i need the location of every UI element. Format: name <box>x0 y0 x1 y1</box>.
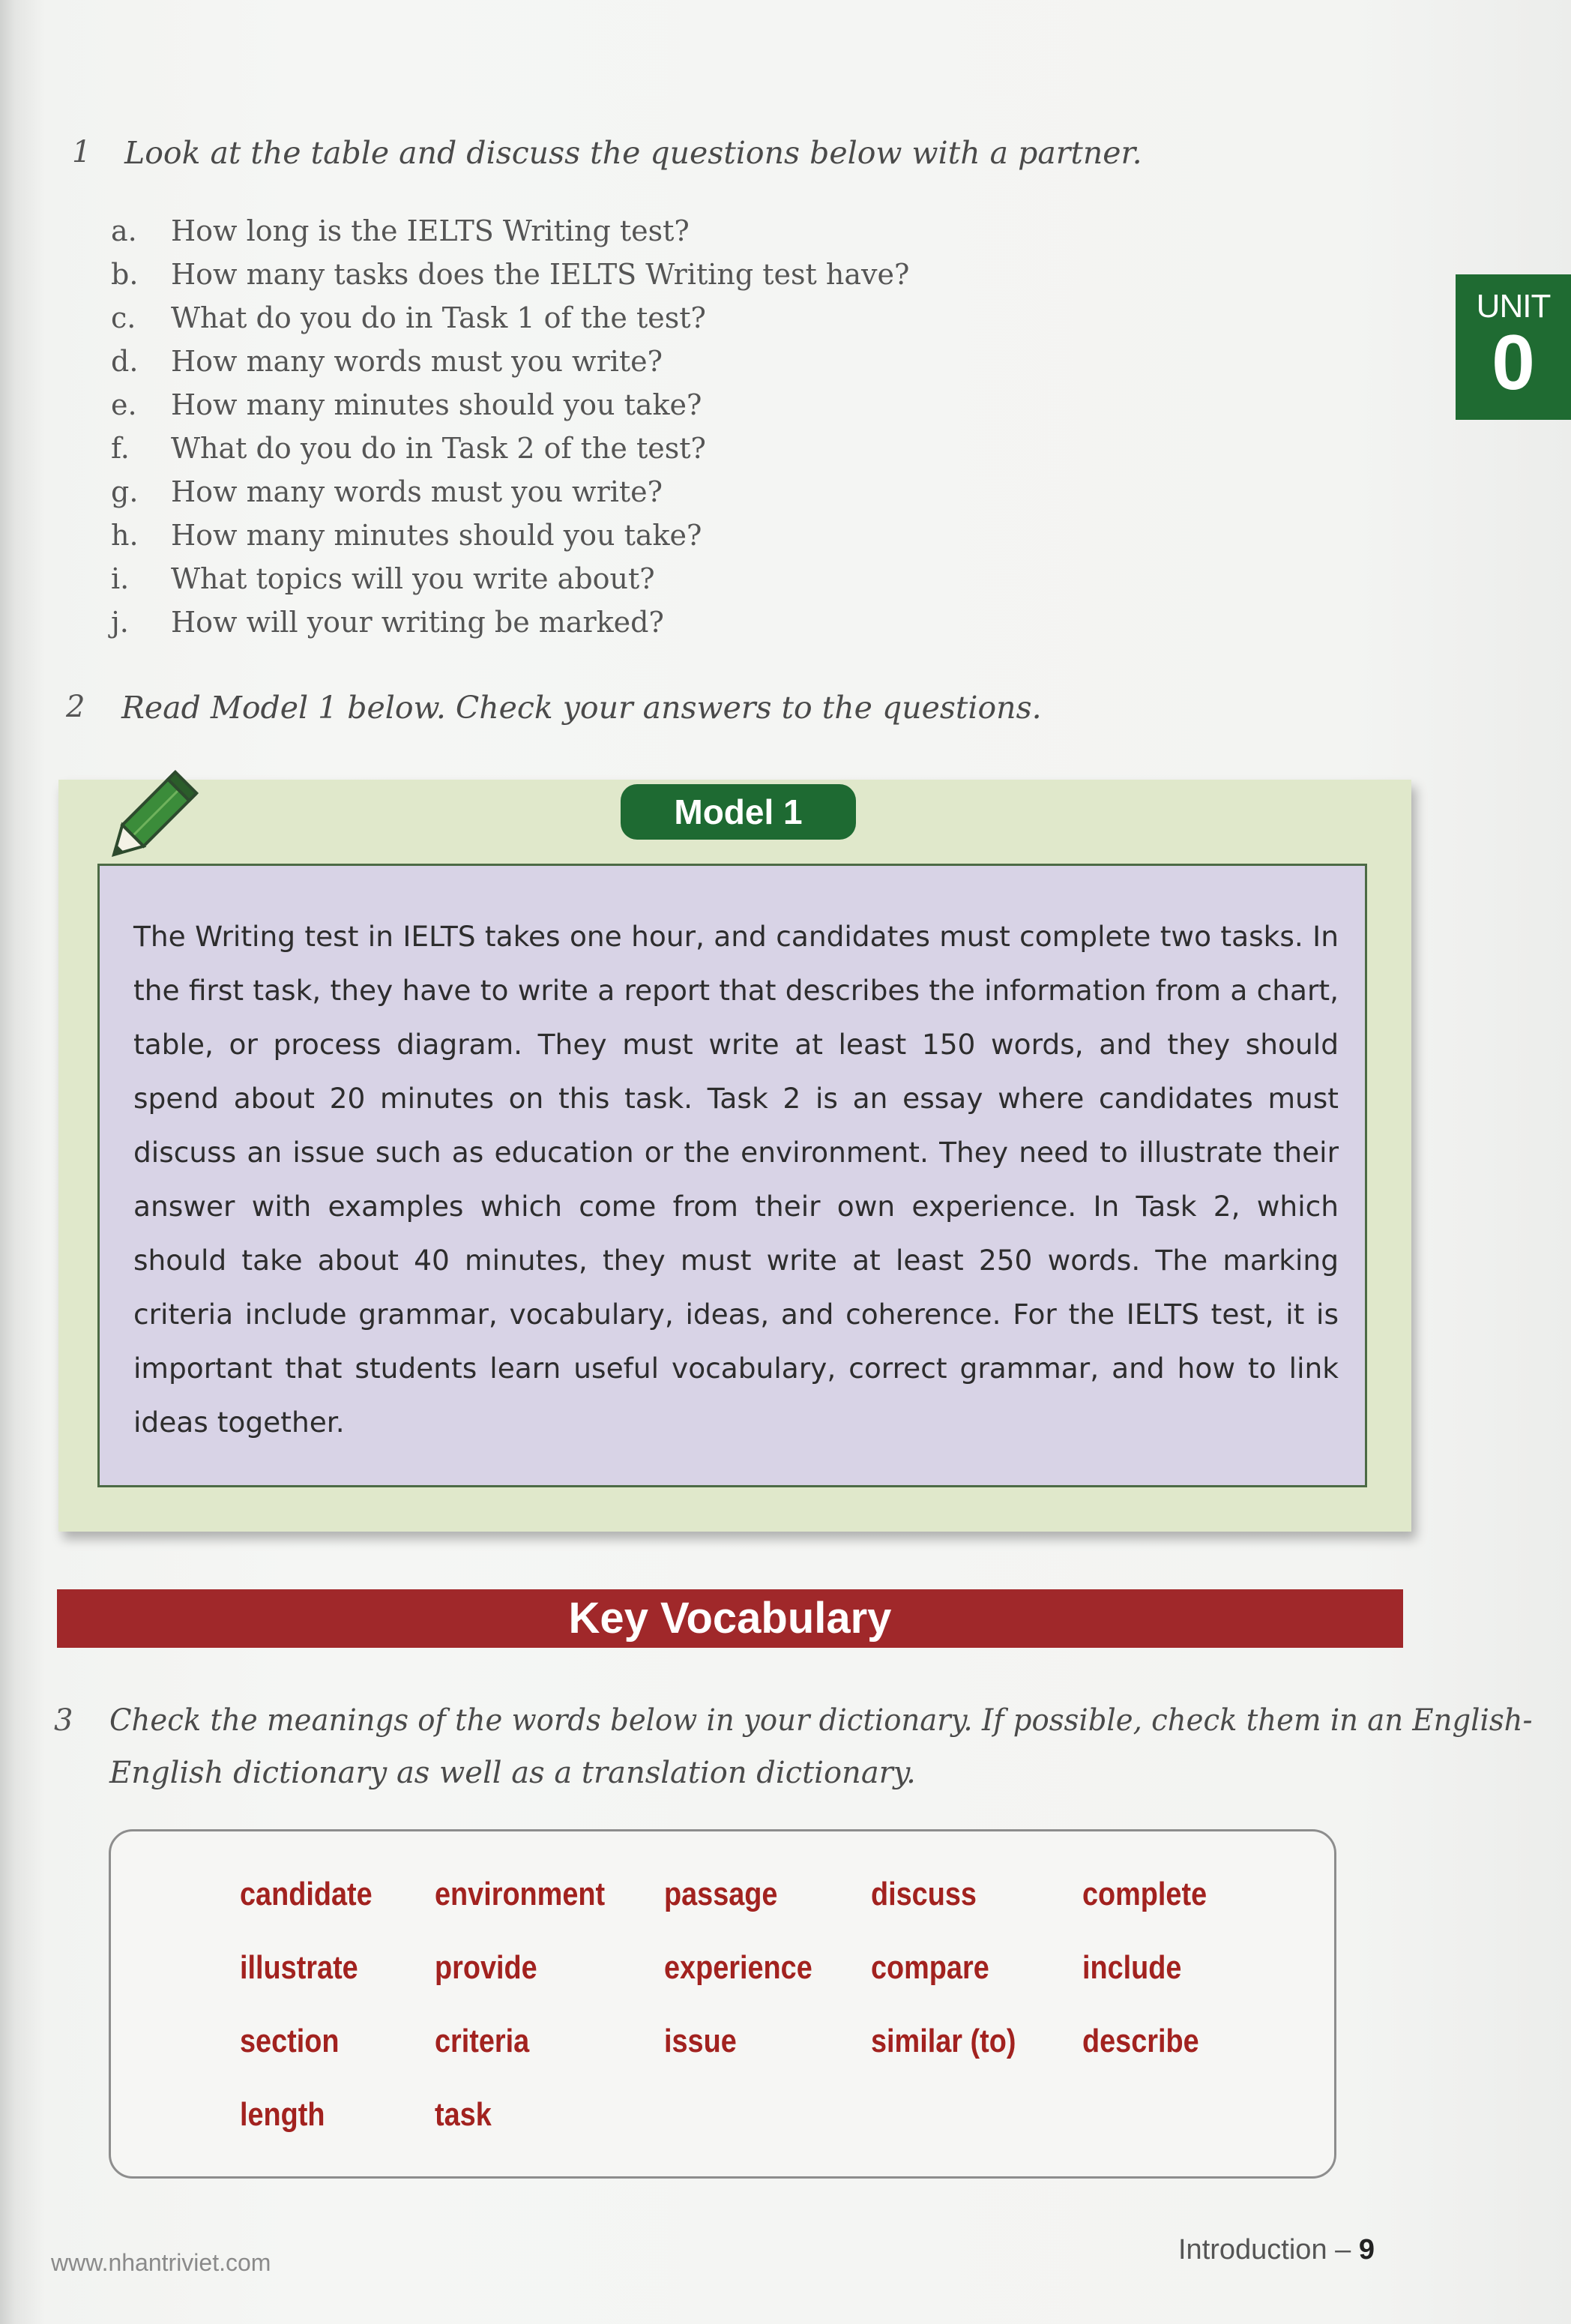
vocabulary-word: section <box>240 2023 340 2059</box>
question-text: How long is the IELTS Writing test? <box>171 214 690 247</box>
question-item <box>111 606 664 639</box>
key-vocabulary-heading: Key Vocabulary <box>57 1589 1403 1648</box>
question-letter: d. <box>111 345 139 378</box>
unit-tab <box>1456 274 1571 420</box>
question-text: What topics will you write about? <box>171 562 655 595</box>
question-text: How many words must you write? <box>171 345 663 378</box>
footer-separator: – <box>1327 2234 1359 2266</box>
vocabulary-word: similar (to) <box>871 2023 1016 2059</box>
question-text: What do you do in Task 1 of the test? <box>171 301 706 334</box>
question-text: How many tasks does the IELTS Writing test have? <box>171 258 910 291</box>
vocabulary-word: experience <box>664 1949 812 1986</box>
footer-url: www.nhantriviet.com <box>51 2249 271 2276</box>
question-item <box>111 388 702 421</box>
vocabulary-word: passage <box>664 1876 778 1912</box>
question-letter: h. <box>111 519 139 552</box>
vocabulary-word: discuss <box>871 1876 977 1912</box>
question-text: How many minutes should you take? <box>171 388 702 421</box>
question-letter: b. <box>111 258 139 291</box>
question-item <box>111 562 655 595</box>
question-letter: f. <box>111 432 130 465</box>
exercise-3-instruction-line1: Check the meanings of the words below in your dictionary. If possible, check them in an English- <box>109 1703 1533 1738</box>
vocabulary-word: length <box>240 2096 325 2133</box>
question-letter: j. <box>111 606 129 639</box>
vocabulary-word: issue <box>664 2023 737 2059</box>
vocabulary-word: include <box>1082 1949 1182 1986</box>
question-item <box>111 519 702 552</box>
model-text: The Writing test in IELTS takes one hour, and candidates must complete two tasks. In the first task, they have to write a report that describes the information from a chart, table, or process diagram. They must write at least 150 words, and they should spend about 20 minutes on this task. Task 2 is an essay where candidates must discuss an issue such as education or the environment. They need to illustrate their answer with examples which come from their own experience. In Task 2, which should take about 40 minutes, they must write at least 250 words. The marking criteria include grammar, vocabulary, ideas, and coherence. For the IELTS test, it is important that students learn useful vocabulary, correct grammar, and how to link ideas together. <box>133 920 1339 1439</box>
footer-page-number: 9 <box>1358 2234 1375 2266</box>
question-letter: i. <box>111 562 130 595</box>
question-letter: e. <box>111 388 137 421</box>
unit-label: UNIT <box>1476 288 1551 325</box>
unit-number: 0 <box>1492 319 1535 406</box>
exercise-1-number: 1 <box>72 135 91 169</box>
exercise-2-instruction: Read Model 1 below. Check your answers to the questions. <box>121 690 1042 726</box>
vocabulary-word: illustrate <box>240 1949 358 1986</box>
question-text: How many words must you write? <box>171 475 663 508</box>
vocabulary-word: provide <box>435 1949 537 1986</box>
question-item <box>111 214 690 247</box>
vocabulary-word: describe <box>1082 2023 1199 2059</box>
question-item <box>111 301 706 334</box>
question-item <box>111 475 663 508</box>
question-letter: c. <box>111 301 136 334</box>
question-item <box>111 432 706 465</box>
exercise-3-number: 3 <box>54 1703 73 1738</box>
vocabulary-word: candidate <box>240 1876 373 1912</box>
question-item <box>111 345 663 378</box>
exercise-2-number: 2 <box>66 690 85 724</box>
question-item <box>111 258 909 291</box>
vocabulary-word: task <box>435 2096 492 2133</box>
footer-page-label <box>1178 2234 1375 2266</box>
vocabulary-word: complete <box>1082 1876 1207 1912</box>
vocabulary-word: compare <box>871 1949 989 1986</box>
question-text: How will your writing be marked? <box>171 606 664 639</box>
model-badge: Model 1 <box>621 784 856 840</box>
pencil-icon <box>97 766 202 871</box>
question-letter: g. <box>111 475 139 508</box>
exercise-1-instruction: Look at the table and discuss the questions below with a partner. <box>124 135 1142 171</box>
question-letter: a. <box>111 214 137 247</box>
vocabulary-word: criteria <box>435 2023 530 2059</box>
question-text: How many minutes should you take? <box>171 519 702 552</box>
footer-section: Introduction <box>1178 2234 1327 2266</box>
exercise-3-instruction-line2: English dictionary as well as a translation dictionary. <box>109 1756 916 1790</box>
question-text: What do you do in Task 2 of the test? <box>171 432 706 465</box>
vocabulary-word: environment <box>435 1876 606 1912</box>
